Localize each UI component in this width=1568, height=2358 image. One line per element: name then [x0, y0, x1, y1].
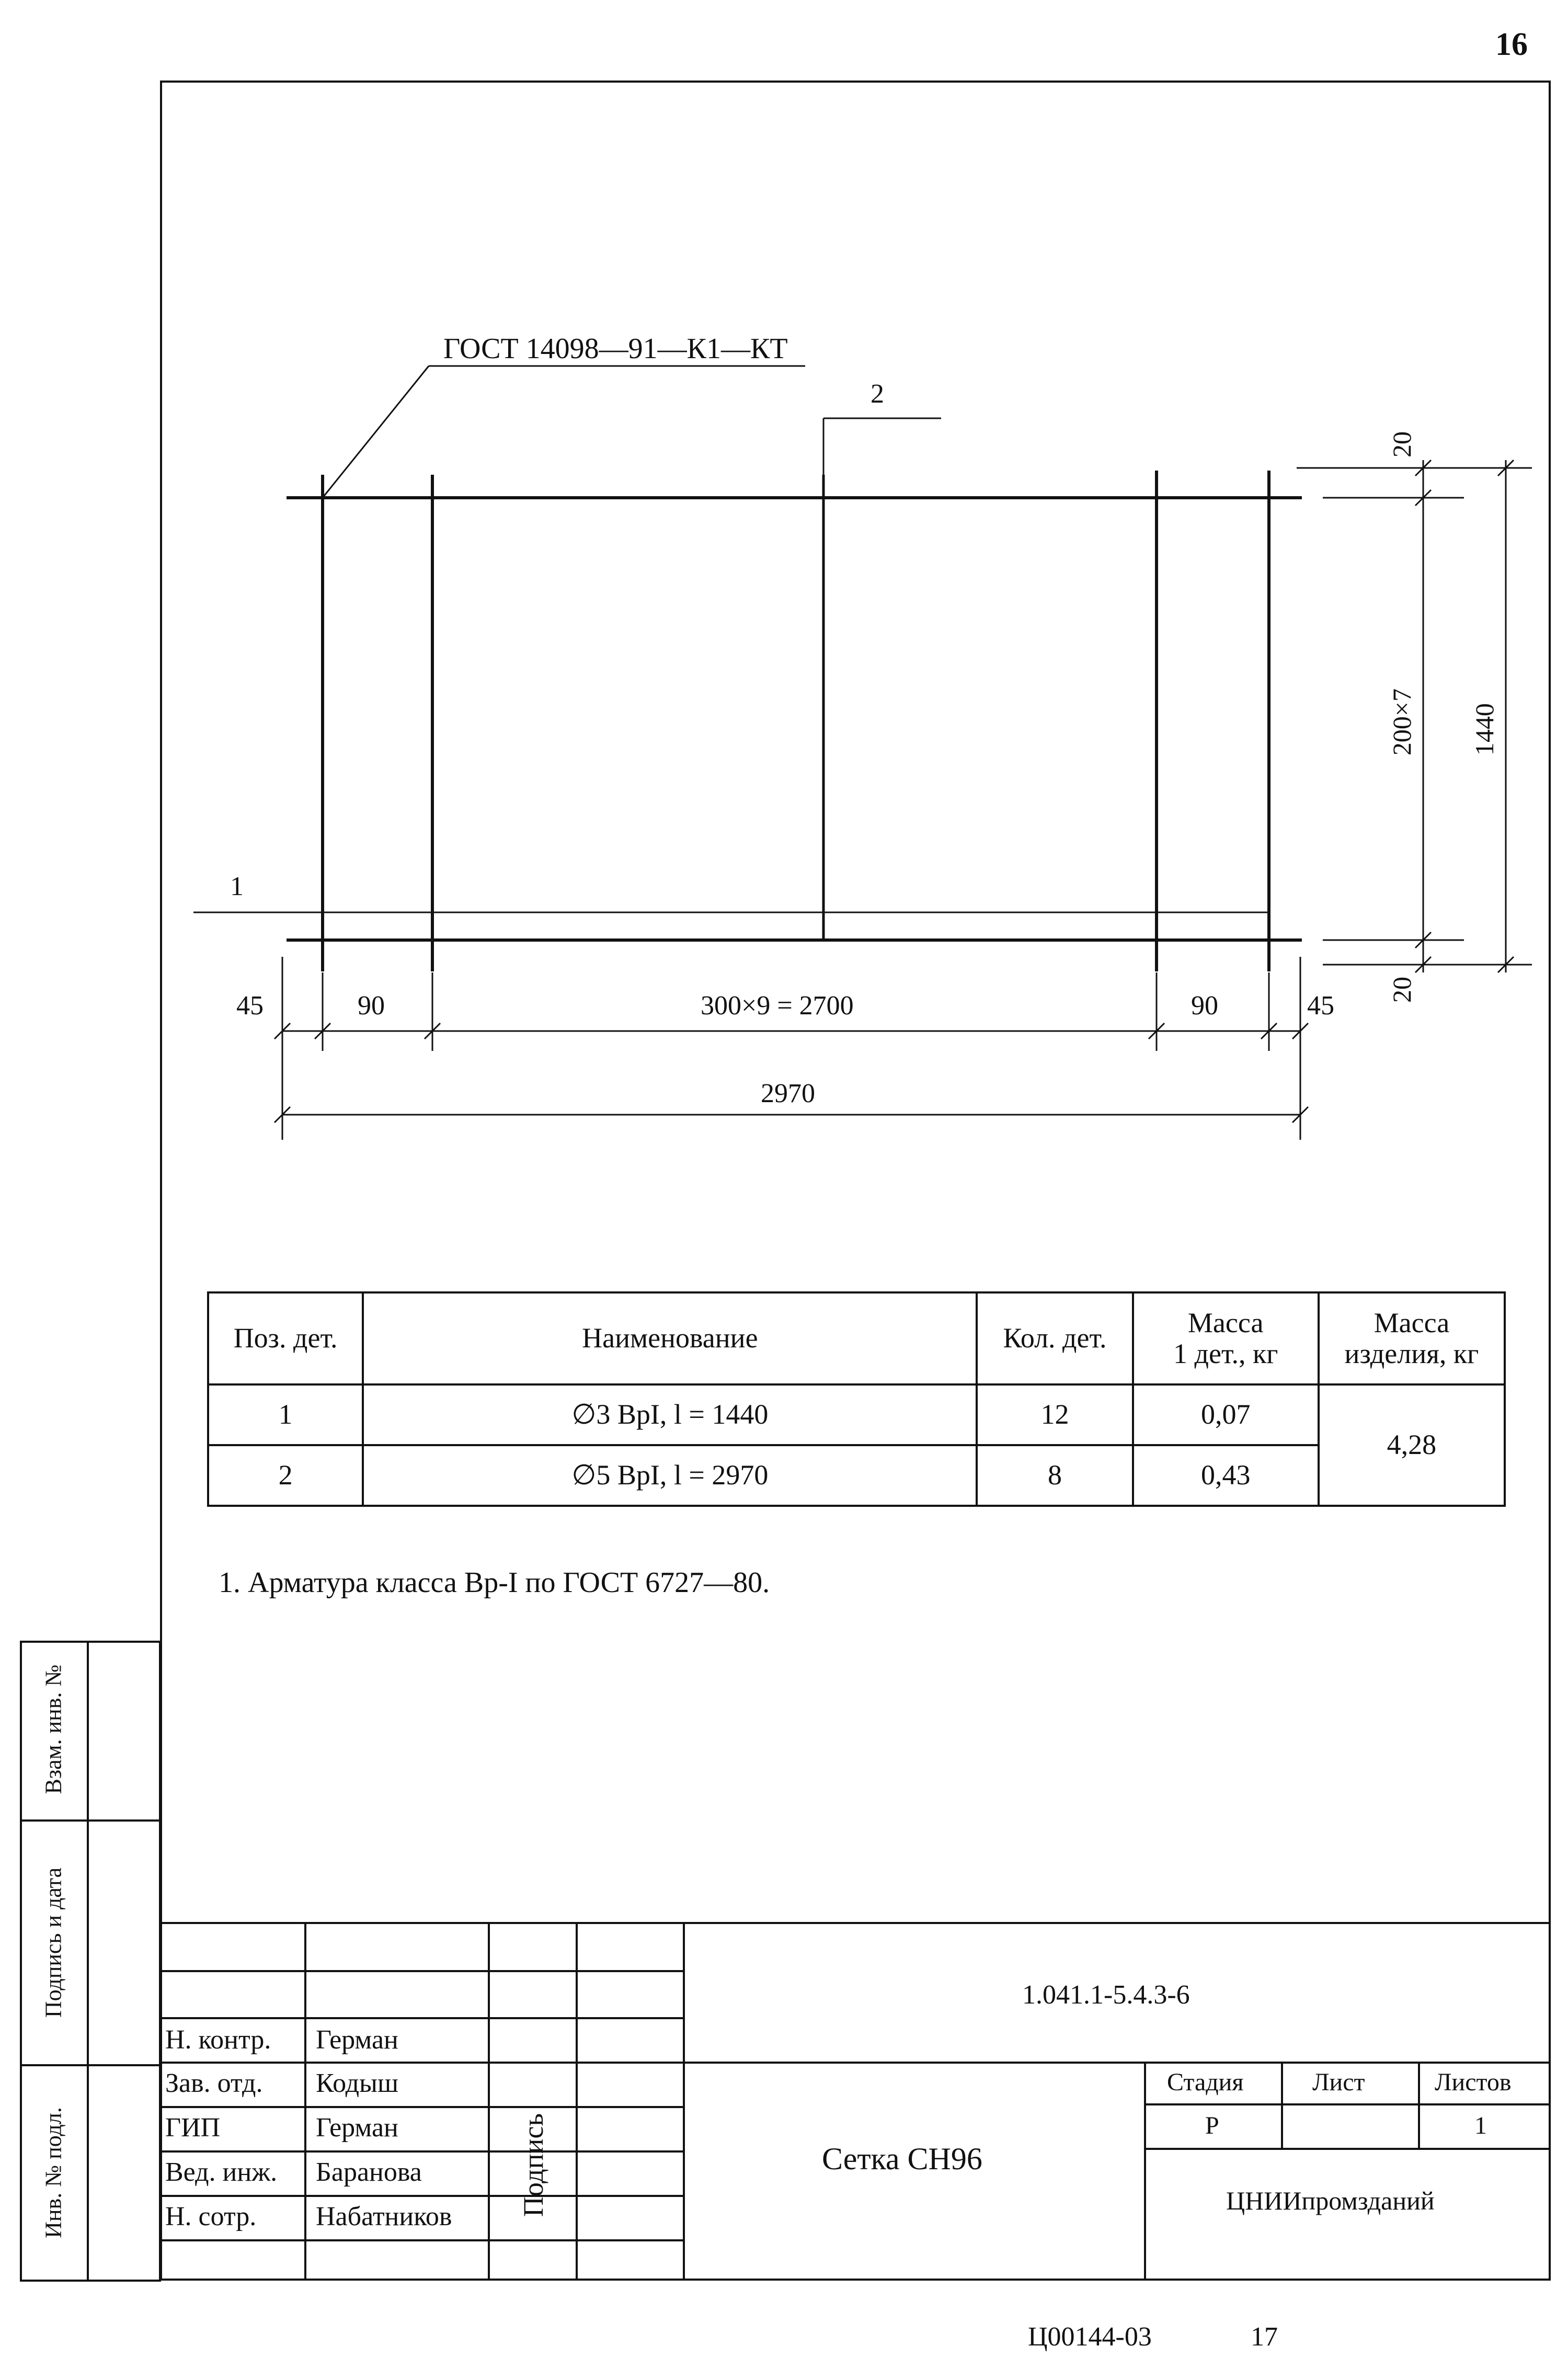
doc-code: 1.041.1-5.4.3-6 — [1022, 1980, 1190, 2010]
stamp-podpis-data: Подпись и дата — [40, 1867, 66, 2018]
header-qty: Кол. дет. — [977, 1292, 1132, 1384]
stage-value: Р — [1205, 2112, 1219, 2139]
page-number: 16 — [1495, 27, 1528, 62]
note-text: 1. Арматура класса Вр-I по ГОСТ 6727—80. — [219, 1566, 770, 1599]
sheets-label: Листов — [1435, 2068, 1512, 2096]
header-name: Наименование — [363, 1292, 977, 1384]
signatures-header: Подпись — [518, 2113, 549, 2217]
product-name: Сетка СН96 — [822, 2142, 982, 2176]
footer-page: 17 — [1251, 2322, 1278, 2352]
dim-right-edge: 45 — [1307, 991, 1334, 1021]
role-name: Баранова — [316, 2157, 422, 2187]
row-name: ∅3 ВрI, l = 1440 — [363, 1384, 977, 1445]
footer-code: Ц00144-03 — [1028, 2322, 1152, 2352]
sheet-label: Лист — [1312, 2068, 1365, 2096]
header-pos: Поз. дет. — [208, 1292, 363, 1384]
dim-left-step: 90 — [358, 991, 385, 1021]
row-qty: 12 — [977, 1384, 1132, 1445]
role-name: Кодыш — [316, 2068, 399, 2098]
row-name: ∅5 ВрI, l = 2970 — [363, 1445, 977, 1506]
role-name: Набатников — [316, 2202, 452, 2231]
role-label: Вед. инж. — [165, 2157, 278, 2187]
total-mass: 4,28 — [1319, 1384, 1505, 1506]
row-pos: 2 — [208, 1445, 363, 1506]
stamp-inv-podl: Инв. № подл. — [40, 2107, 66, 2238]
header-mass-one: Масса 1 дет., кг — [1133, 1292, 1319, 1384]
row-mass: 0,07 — [1133, 1384, 1319, 1445]
dim-vertical-spacing: 200×7 — [1387, 688, 1416, 756]
role-label: Зав. отд. — [165, 2068, 263, 2098]
row-qty: 8 — [977, 1445, 1132, 1506]
stage-label: Стадия — [1167, 2068, 1244, 2096]
stamp-vzam: Взам. инв. № — [40, 1664, 66, 1794]
role-name: Герман — [316, 2113, 398, 2143]
dim-right-step: 90 — [1191, 991, 1218, 1021]
row-mass: 0,43 — [1133, 1445, 1319, 1506]
header-mass-item: Масса изделия, кг — [1319, 1292, 1505, 1384]
role-label: ГИП — [165, 2113, 221, 2143]
dim-top-edge: 20 — [1387, 431, 1416, 457]
gost-callout: ГОСТ 14098—91—К1—КТ — [443, 333, 788, 365]
dim-left-edge: 45 — [236, 991, 264, 1021]
dim-middle: 300×9 = 2700 — [701, 991, 854, 1021]
organization: ЦНИИпромзданий — [1226, 2186, 1435, 2215]
role-label: Н. контр. — [165, 2025, 271, 2055]
role-label: Н. сотр. — [165, 2202, 257, 2231]
position-2-callout: 2 — [871, 379, 884, 409]
role-name: Герман — [316, 2025, 398, 2055]
row-pos: 1 — [208, 1384, 363, 1445]
dim-total-width: 2970 — [761, 1079, 815, 1108]
sheets-value: 1 — [1474, 2112, 1487, 2139]
dim-total-height: 1440 — [1470, 703, 1499, 756]
dim-bottom-edge: 20 — [1387, 977, 1416, 1003]
position-1-callout: 1 — [230, 872, 244, 901]
